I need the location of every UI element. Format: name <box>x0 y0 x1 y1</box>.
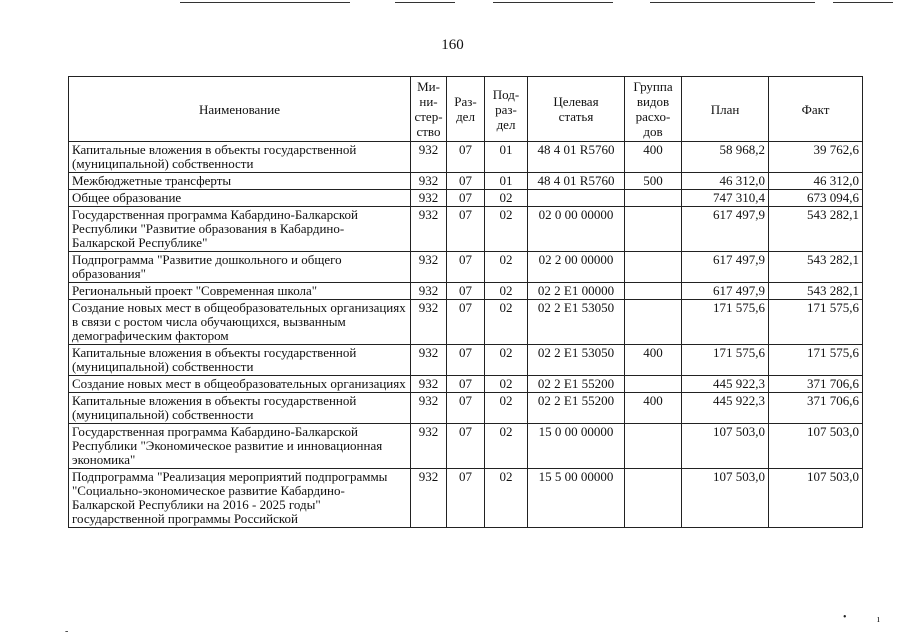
cell-name: Межбюджетные трансферты <box>69 173 411 190</box>
table-row <box>69 376 863 393</box>
cell-subsection: 01 <box>485 173 528 190</box>
top-scan-line <box>493 2 613 3</box>
cell-plan: 107 503,0 <box>682 424 769 469</box>
cell-plan: 58 968,2 <box>682 142 769 173</box>
header-plan: План <box>682 77 769 142</box>
cell-section: 07 <box>447 376 485 393</box>
cell-section: 07 <box>447 393 485 424</box>
header-ministry: Ми- ни- стер- ство <box>411 77 447 142</box>
cell-group <box>625 190 682 207</box>
cell-name: Капитальные вложения в объекты государственной (муниципальной) собственности <box>69 345 411 376</box>
cell-group <box>625 300 682 345</box>
table-row <box>69 469 863 528</box>
cell-group: 400 <box>625 393 682 424</box>
cell-plan: 747 310,4 <box>682 190 769 207</box>
scan-speck: • <box>843 612 847 623</box>
page-number: 160 <box>441 37 464 53</box>
header-section: Раз- дел <box>447 77 485 142</box>
cell-ministry: 932 <box>411 300 447 345</box>
cell-target: 02 0 00 00000 <box>528 207 625 252</box>
cell-fact: 371 706,6 <box>769 376 863 393</box>
cell-ministry: 932 <box>411 173 447 190</box>
top-scan-line <box>180 2 350 3</box>
cell-target: 02 2 E1 55200 <box>528 376 625 393</box>
cell-plan: 171 575,6 <box>682 300 769 345</box>
cell-name: Региональный проект "Современная школа" <box>69 283 411 300</box>
table-header-row <box>69 77 863 142</box>
cell-subsection: 01 <box>485 142 528 173</box>
cell-fact: 171 575,6 <box>769 300 863 345</box>
cell-plan: 617 497,9 <box>682 252 769 283</box>
cell-subsection: 02 <box>485 300 528 345</box>
cell-fact: 107 503,0 <box>769 469 863 528</box>
cell-ministry: 932 <box>411 376 447 393</box>
cell-fact: 39 762,6 <box>769 142 863 173</box>
cell-ministry: 932 <box>411 190 447 207</box>
cell-target <box>528 190 625 207</box>
cell-group <box>625 469 682 528</box>
table-body <box>69 142 863 528</box>
cell-name: Общее образование <box>69 190 411 207</box>
cell-target: 48 4 01 R5760 <box>528 173 625 190</box>
cell-fact: 371 706,6 <box>769 393 863 424</box>
header-expense-group: Группа видов расхо- дов <box>625 77 682 142</box>
cell-target: 02 2 E1 00000 <box>528 283 625 300</box>
cell-plan: 617 497,9 <box>682 283 769 300</box>
cell-group: 400 <box>625 142 682 173</box>
cell-subsection: 02 <box>485 376 528 393</box>
table-row <box>69 190 863 207</box>
cell-group <box>625 252 682 283</box>
budget-table <box>68 76 863 528</box>
table-row <box>69 393 863 424</box>
cell-group <box>625 283 682 300</box>
table-row <box>69 252 863 283</box>
cell-section: 07 <box>447 345 485 376</box>
cell-ministry: 932 <box>411 393 447 424</box>
cell-name: Государственная программа Кабардино-Балкарской Республики "Развитие образования в Кабардино-Балкарской Республике" <box>69 207 411 252</box>
cell-subsection: 02 <box>485 393 528 424</box>
top-scan-line <box>650 2 815 3</box>
cell-section: 07 <box>447 252 485 283</box>
cell-target: 15 5 00 00000 <box>528 469 625 528</box>
cell-plan: 445 922,3 <box>682 393 769 424</box>
cell-plan: 445 922,3 <box>682 376 769 393</box>
scan-speck: ı <box>877 614 880 625</box>
cell-ministry: 932 <box>411 345 447 376</box>
cell-name: Подпрограмма "Реализация мероприятий подпрограммы "Социально-экономическое развитие Кабардино-Балкарской Республики на 2016 - 2025 годы" государственной программы Российской <box>69 469 411 528</box>
table-row <box>69 300 863 345</box>
cell-section: 07 <box>447 173 485 190</box>
cell-group <box>625 207 682 252</box>
cell-section: 07 <box>447 190 485 207</box>
cell-section: 07 <box>447 207 485 252</box>
cell-section: 07 <box>447 142 485 173</box>
table-row <box>69 142 863 173</box>
cell-fact: 171 575,6 <box>769 345 863 376</box>
cell-fact: 543 282,1 <box>769 252 863 283</box>
cell-target: 02 2 00 00000 <box>528 252 625 283</box>
header-name: Наименование <box>69 77 411 142</box>
table-row <box>69 207 863 252</box>
header-target-article: Целевая статья <box>528 77 625 142</box>
table-row <box>69 345 863 376</box>
top-scan-line <box>833 2 893 3</box>
cell-ministry: 932 <box>411 207 447 252</box>
cell-ministry: 932 <box>411 469 447 528</box>
cell-plan: 617 497,9 <box>682 207 769 252</box>
cell-ministry: 932 <box>411 424 447 469</box>
cell-name: Подпрограмма "Развитие дошкольного и общего образования" <box>69 252 411 283</box>
top-scan-line <box>395 2 455 3</box>
cell-name: Создание новых мест в общеобразовательных организациях <box>69 376 411 393</box>
cell-subsection: 02 <box>485 207 528 252</box>
cell-target: 02 2 E1 55200 <box>528 393 625 424</box>
cell-section: 07 <box>447 300 485 345</box>
cell-group <box>625 376 682 393</box>
cell-fact: 543 282,1 <box>769 207 863 252</box>
table-row <box>69 424 863 469</box>
cell-section: 07 <box>447 283 485 300</box>
cell-name: Капитальные вложения в объекты государственной (муниципальной) собственности <box>69 142 411 173</box>
cell-subsection: 02 <box>485 283 528 300</box>
cell-subsection: 02 <box>485 252 528 283</box>
cell-target: 02 2 E1 53050 <box>528 300 625 345</box>
cell-fact: 107 503,0 <box>769 424 863 469</box>
cell-target: 48 4 01 R5760 <box>528 142 625 173</box>
cell-section: 07 <box>447 424 485 469</box>
cell-subsection: 02 <box>485 469 528 528</box>
header-subsection: Под- раз- дел <box>485 77 528 142</box>
cell-group: 400 <box>625 345 682 376</box>
cell-ministry: 932 <box>411 283 447 300</box>
scan-speck: - <box>65 626 69 637</box>
cell-name: Создание новых мест в общеобразовательных организациях в связи с ростом числа обучающихся, вызванным демографическим фактором <box>69 300 411 345</box>
cell-fact: 46 312,0 <box>769 173 863 190</box>
table-row <box>69 283 863 300</box>
cell-fact: 673 094,6 <box>769 190 863 207</box>
cell-section: 07 <box>447 469 485 528</box>
cell-name: Государственная программа Кабардино-Балкарской Республики "Экономическое развитие и инновационная экономика" <box>69 424 411 469</box>
cell-target: 15 0 00 00000 <box>528 424 625 469</box>
cell-target: 02 2 E1 53050 <box>528 345 625 376</box>
cell-plan: 107 503,0 <box>682 469 769 528</box>
cell-plan: 46 312,0 <box>682 173 769 190</box>
cell-name: Капитальные вложения в объекты государственной (муниципальной) собственности <box>69 393 411 424</box>
cell-ministry: 932 <box>411 142 447 173</box>
cell-group <box>625 424 682 469</box>
cell-subsection: 02 <box>485 190 528 207</box>
table-row <box>69 173 863 190</box>
cell-ministry: 932 <box>411 252 447 283</box>
cell-subsection: 02 <box>485 345 528 376</box>
cell-plan: 171 575,6 <box>682 345 769 376</box>
header-fact: Факт <box>769 77 863 142</box>
cell-group: 500 <box>625 173 682 190</box>
cell-fact: 543 282,1 <box>769 283 863 300</box>
cell-subsection: 02 <box>485 424 528 469</box>
